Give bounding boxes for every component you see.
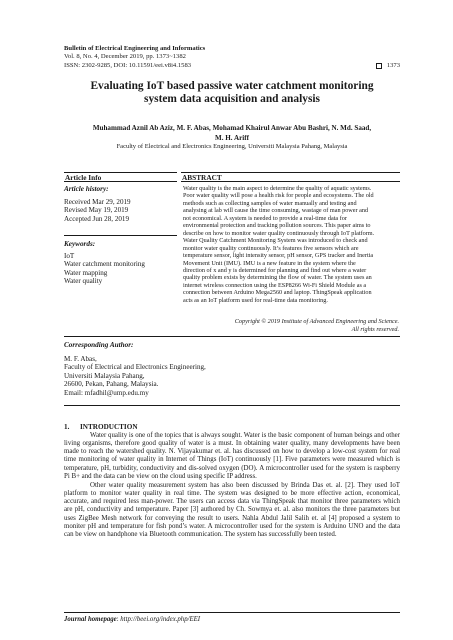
abstract-heading: ABSTRACT <box>181 172 400 182</box>
section-heading <box>64 423 138 432</box>
journal-issn-row <box>64 62 400 70</box>
corresponding-line: 26600, Pekan, Pahang, Malaysia. <box>64 380 159 389</box>
abstract-line: methods such as collecting samples of water manually and testing and <box>183 199 357 207</box>
abstract-line: quality problem exists by determining the flow of water. The system uses an <box>183 274 372 282</box>
paper-title-line-2: system data acquisition and analysis <box>144 93 320 106</box>
abstract-line: temperature sensor, light intensity sensor, pH sensor, GPS tracker and Inertia <box>183 252 374 260</box>
keyword-item: Water mapping <box>64 268 108 277</box>
abstract-line: environmental protection and tracking pollution sources. This paper aims to <box>183 222 371 230</box>
journal-name: Bulletin of Electrical Engineering and Informatics <box>64 45 206 52</box>
abstract-line: monitor water quality continuously. It’s features five sensors which are <box>183 244 359 252</box>
abstract-line: analysing at lab will cause the time consuming, wastage of man power and <box>183 207 369 215</box>
corresponding-details <box>64 355 264 397</box>
corresponding-heading: Corresponding Author: <box>64 341 134 349</box>
history-received: Received Mar 29, 2019 <box>64 198 131 206</box>
corresponding-line: Faculty of Electrical and Electronics Engineering, <box>64 363 206 372</box>
abstract-text <box>183 185 399 304</box>
corresponding-line: Universiti Malaysia Pahang, <box>64 371 145 380</box>
introduction-body <box>64 432 400 540</box>
copyright <box>183 318 399 334</box>
page-number: 1373 <box>386 61 400 69</box>
abstract-line: internet wireless connection using the ESP8266 Wi-Fi Shield Module as a <box>183 281 367 289</box>
paper-affiliation: Faculty of Electrical and Electronics Engineering, Universiti Malaysia Pahang, Malaysia <box>116 143 348 150</box>
footer-separator: : <box>116 616 121 623</box>
abstract-line: Water Quality Catchment Monitoring System was introduced to check and <box>183 237 368 245</box>
paragraph: Other water quality measurement system has also been discussed by Brinda Das et. al. [2]. They used IoT platform to monitor water quality in real time. The system was designed to be more effective action, economical, accurate, and required less man-power. The users can access data via ThingSpeak that monitor three parameters which are pH, conductivity and temperature. Paper [3] authored by Ch. Sowmya et. al. also monitors the three parameters but uses ZigBee Mesh network for conveying the result to users. Nahla Abdul Jalil Salih et. al [4] proposed a system to moniter pH and temperature for fish pond’s water. A microcontroller used for the system is Arduino UNO and the data can be view on handphone via Bluetooth communication. The system has successfully been tested. <box>64 481 400 538</box>
abstract-line: describe on how to monitor water quality continuously through IoT platform. <box>183 229 375 237</box>
copyright-line-1: Copyright © 2019 Institute of Advanced Engineering and Science. <box>234 318 399 325</box>
journal-issn: ISSN: 2302-9285, DOI: 10.11591/eei.v8i4.1583 <box>64 61 192 69</box>
footer-label: Journal homepage <box>64 616 117 623</box>
authors-line-1: Muhammad Aznil Ab Aziz, M. F. Abas, Mohamad Khairul Anwar Abu Bashri, N. Md. Saad, <box>92 124 372 132</box>
paper-title <box>64 80 400 107</box>
journal-volume: Vol. 8, No. 4, December 2019, pp. 1373~1382 <box>64 53 186 61</box>
keyword-item: IoT <box>64 252 75 260</box>
corresponding-line: M. F. Abas, <box>64 355 97 363</box>
abstract-line: Poor water quality will pose a health risk for people and ecosystems. The old <box>183 192 374 200</box>
keyword-item: Water quality <box>64 277 103 286</box>
corresponding-line: Email: mfadhil@ump.edu.my <box>64 388 149 397</box>
history-revised: Revised May 19, 2019 <box>64 206 129 215</box>
section-title: INTRODUCTION <box>80 423 138 431</box>
journal-homepage-link[interactable]: http://beei.org/index.php/EEI <box>120 616 201 623</box>
authors-line-2: M. H. Ariff <box>215 133 249 142</box>
copyright-line-2: All rights reserved. <box>351 325 399 333</box>
article-history-heading: Article history: <box>64 185 109 193</box>
history-accepted: Accepted Jun 28, 2019 <box>64 214 130 223</box>
abstract-line: direction of x and y is determined for planning and find out where a water <box>183 266 367 274</box>
paper-authors <box>64 124 400 143</box>
section-number: 1. <box>64 423 70 431</box>
keywords <box>64 240 177 286</box>
abstract-line: acts as an IoT platform used for real-time data monitoring. <box>183 296 328 304</box>
keyword-item: Water catchment monitoring <box>64 260 145 269</box>
abstract-line: connection between Arduino Mega2560 and laptop. ThingSpeak application <box>183 289 372 297</box>
page-footer <box>64 612 400 624</box>
corresponding-author <box>64 341 264 397</box>
article-info-heading: Article Info <box>64 172 177 182</box>
keywords-list <box>64 252 177 286</box>
article-history <box>64 185 177 223</box>
divider <box>64 336 400 337</box>
journal-header <box>64 45 400 70</box>
paragraph: Water quality is one of the topics that is always sought. Water is the basic component of human beings and other living organisms, therefore good quality of water is a must. In obtaining water quality, many developments have been made to reach the watershed quality. N. Vijayakumar et. al. has discussed on how to develop a low-cost system for real time monitoring of water quality in Internet of Things (IoT) continuously [1]. Five parameters were measured which is temperature, pH, turbidity, conductivity and dis-solved oxygen (DO). A microcontroller used for the system is raspberry Pi B+ and the data can be view on the cloud using specific IP address. <box>64 432 400 480</box>
abstract-line: Water quality is the main aspect to determine the quality of aquatic systems. <box>183 185 372 192</box>
keywords-heading: Keywords: <box>64 240 96 248</box>
page-number-group <box>376 62 400 70</box>
article-history-list <box>64 198 177 223</box>
paper-title-line-1: Evaluating IoT based passive water catchment monitoring <box>90 80 374 92</box>
divider <box>64 405 400 406</box>
divider <box>64 235 177 236</box>
abstract-line: Movement Unit (IMU). IMU is a new feature in the system where the <box>183 259 356 267</box>
square-icon <box>376 63 382 69</box>
abstract-line: not economical. A system is needed to provide a real-time data for <box>183 214 347 222</box>
